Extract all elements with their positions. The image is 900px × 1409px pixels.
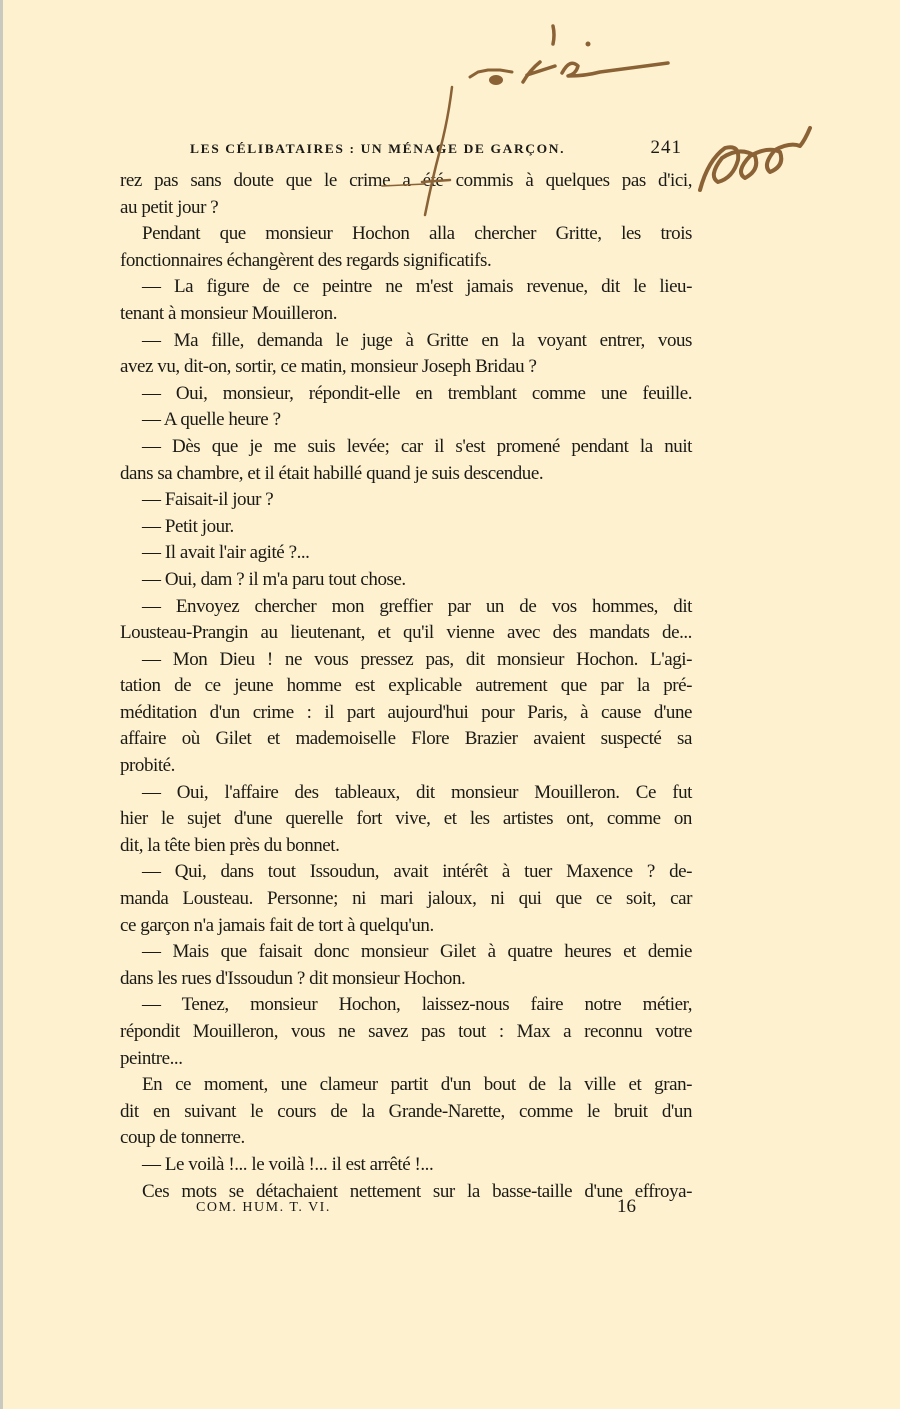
text-line: fonctionnaires échangèrent des regards significatifs. bbox=[120, 249, 492, 271]
text-line: — Oui, dam ? il m'a paru tout chose. bbox=[142, 568, 406, 590]
handwritten-a bbox=[489, 75, 503, 85]
text-line: manda Lousteau. Personne; ni mari jaloux, ni qui que ce soit, car bbox=[120, 888, 692, 910]
accent-dot bbox=[586, 42, 591, 47]
deletion-mark-scribble bbox=[700, 128, 810, 190]
page-number: 241 bbox=[650, 137, 682, 158]
text-line: — Petit jour. bbox=[142, 515, 234, 537]
text-line: — Ma fille, demanda le juge à Gritte en la voyant entrer, vous bbox=[142, 329, 692, 351]
text-line: coup de tonnerre. bbox=[120, 1127, 245, 1149]
text-line: En ce moment, une clameur partit d'un bout de la ville et gran- bbox=[142, 1074, 692, 1096]
signature-mark: COM. HUM. T. VI. bbox=[196, 1200, 331, 1215]
text-line: — Mon Dieu ! ne vous pressez pas, dit monsieur Hochon. L'agi- bbox=[142, 648, 692, 670]
insertion-stroke bbox=[470, 70, 512, 77]
text-line: — Qui, dans tout Issoudun, avait intérêt à tuer Maxence ? de- bbox=[142, 861, 692, 883]
text-line: rez pas sans doute que le crime a été commis à quelques pas d'ici, bbox=[120, 170, 692, 191]
handwritten-ete bbox=[523, 26, 668, 82]
body-text bbox=[120, 168, 692, 1205]
signature-number: 16 bbox=[617, 1196, 636, 1217]
text-line: — Dès que je me suis levée; car il s'est promené pendant la nuit bbox=[142, 435, 692, 457]
text-line: — A quelle heure ? bbox=[142, 409, 281, 431]
text-line: — Mais que faisait donc monsieur Gilet à quatre heures et demie bbox=[142, 941, 692, 963]
text-line: hier le sujet d'une querelle fort vive, et les artistes ont, comme on bbox=[120, 808, 692, 830]
text-line: tenant à monsieur Mouilleron. bbox=[120, 302, 338, 324]
text-line: méditation d'un crime : il part aujourd'hui pour Paris, à cause d'une bbox=[120, 701, 692, 723]
text-line: — Oui, l'affaire des tableaux, dit monsieur Mouilleron. Ce fut bbox=[142, 781, 692, 803]
running-title: LES CÉLIBATAIRES : UN MÉNAGE DE GARÇON. bbox=[190, 141, 566, 156]
running-header bbox=[190, 137, 682, 161]
text-line: — La figure de ce peintre ne m'est jamais revenue, dit le lieu- bbox=[142, 276, 692, 298]
text-line: avez vu, dit-on, sortir, ce matin, monsieur Joseph Bridau ? bbox=[120, 356, 537, 378]
text-line: — Envoyez chercher mon greffier par un de vos hommes, dit bbox=[142, 595, 692, 617]
text-line: dit, la tête bien près du bonnet. bbox=[120, 834, 340, 856]
text-line: — Tenez, monsieur Hochon, laissez-nous faire notre métier, bbox=[142, 994, 692, 1016]
text-line: affaire où Gilet et mademoiselle Flore Brazier avaient suspecté sa bbox=[120, 728, 692, 750]
text-line: répondit Mouilleron, vous ne savez pas tout : Max a reconnu votre bbox=[120, 1021, 692, 1042]
text-line: — Le voilà !... le voilà !... il est arrêté !... bbox=[142, 1153, 434, 1175]
text-line: — Oui, monsieur, répondit-elle en tremblant comme une feuille. bbox=[142, 382, 692, 404]
text-line: Lousteau-Prangin au lieutenant, et qu'il vienne avec des mandats de... bbox=[120, 622, 692, 644]
text-line: dit en suivant le cours de la Grande-Narette, comme le bruit d'un bbox=[120, 1100, 692, 1122]
text-line: peintre... bbox=[120, 1047, 183, 1069]
text-line: — Faisait-il jour ? bbox=[142, 489, 274, 511]
text-line: dans sa chambre, et il était habillé quand je suis descendue. bbox=[120, 462, 544, 484]
page-edge bbox=[0, 0, 3, 1409]
text-line: Pendant que monsieur Hochon alla chercher Gritte, les trois bbox=[142, 223, 692, 245]
text-line: tation de ce jeune homme est explicable autrement que par la pré- bbox=[120, 675, 692, 697]
text-line: dans les rues d'Issoudun ? dit monsieur Hochon. bbox=[120, 967, 466, 989]
text-line: probité. bbox=[120, 755, 175, 777]
page-footer bbox=[196, 1196, 636, 1220]
text-line: — Il avait l'air agité ?... bbox=[142, 542, 310, 564]
text-line: Ces mots se détachaient nettement sur la basse-taille d'une effroya- bbox=[142, 1180, 692, 1202]
text-line: au petit jour ? bbox=[120, 196, 219, 218]
text-line: ce garçon n'a jamais fait de tort à quelqu'un. bbox=[120, 914, 434, 936]
